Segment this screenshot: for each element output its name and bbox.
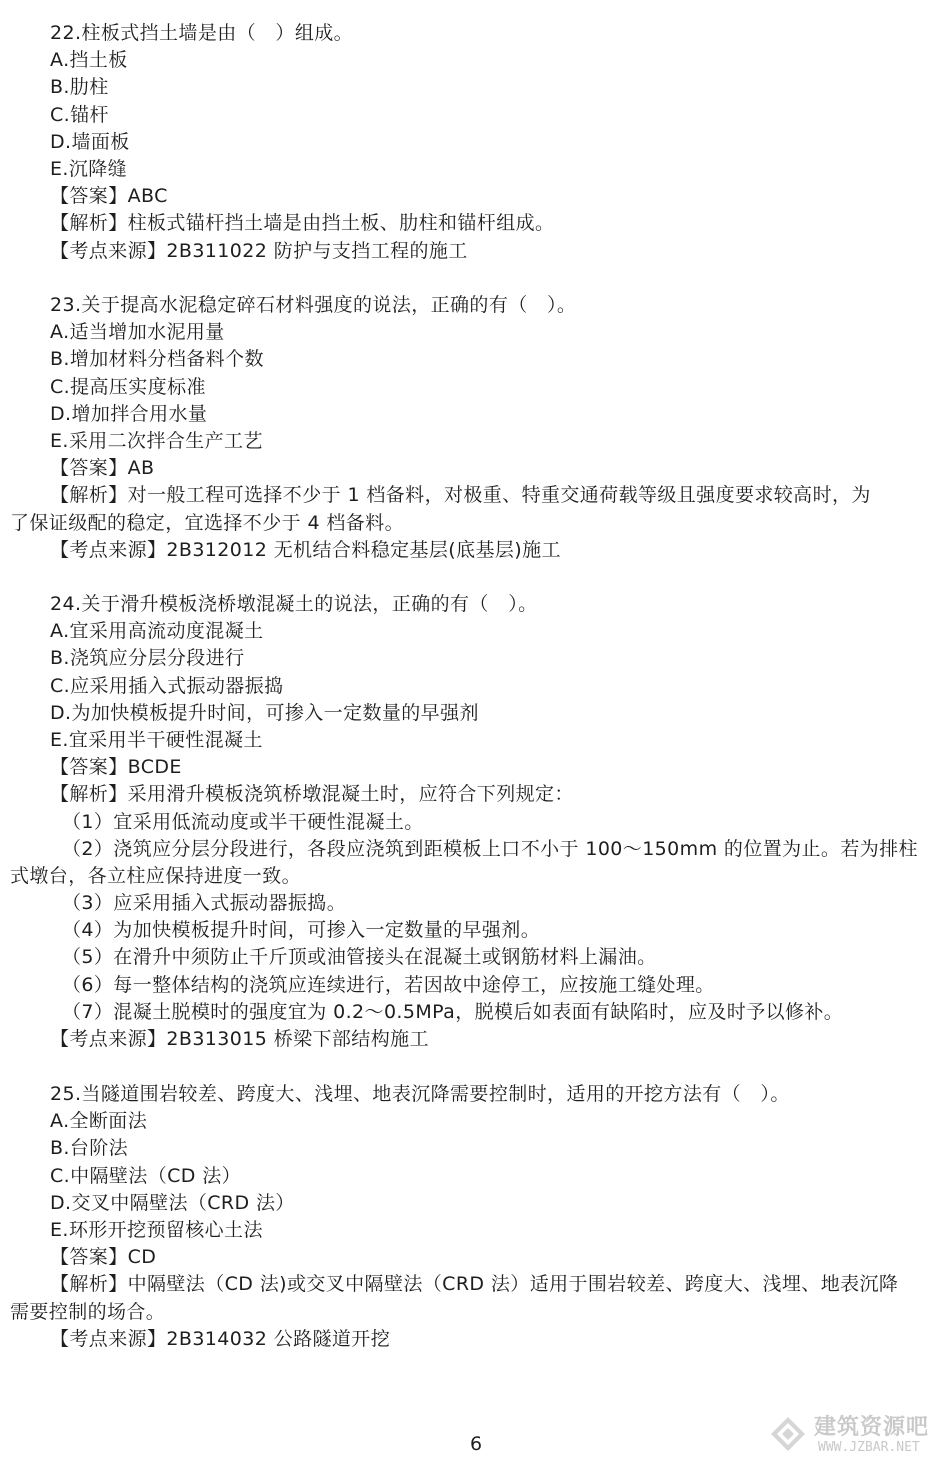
option-a: A.适当增加水泥用量 <box>50 321 225 344</box>
option-e: E.宜采用半干硬性混凝土 <box>50 728 263 751</box>
analysis-line: （6）每一整体结构的浇筑应连续进行，若因故中途停工，应按施工缝处理。 <box>62 973 715 996</box>
option-c: C.锚杆 <box>50 103 109 126</box>
analysis-line: （3）应采用插入式振动器振捣。 <box>62 892 347 915</box>
option-e: E.环形开挖预留核心土法 <box>50 1218 263 1241</box>
analysis-line: 需要控制的场合。 <box>10 1300 166 1323</box>
source: 【考点来源】2B314032 公路隧道开挖 <box>50 1327 391 1350</box>
option-d: D.交叉中隔壁法（CRD 法） <box>50 1191 295 1214</box>
question-stem: 23.关于提高水泥稳定碎石材料强度的说法，正确的有（ ）。 <box>50 294 577 316</box>
question-stem: 22.柱板式挡土墙是由（ ）组成。 <box>50 22 354 44</box>
answer: 【答案】BCDE <box>50 756 182 779</box>
analysis-line: （5）在滑升中须防止千斤顶或油管接头在混凝土或钢筋材料上漏油。 <box>62 946 657 969</box>
source: 【考点来源】2B311022 防护与支挡工程的施工 <box>50 239 468 262</box>
option-a: A.挡土板 <box>50 49 128 72</box>
option-e: E.采用二次拌合生产工艺 <box>50 429 263 452</box>
source: 【考点来源】2B313015 桥梁下部结构施工 <box>50 1028 429 1050</box>
option-b: B.台阶法 <box>50 1137 129 1160</box>
analysis-line: （7）混凝土脱模时的强度宜为 0.2～0.5MPa，脱模后如表面有缺陷时，应及时予以修补。 <box>62 1000 844 1023</box>
option-a: A.宜采用高流动度混凝土 <box>50 620 264 643</box>
question-24 <box>0 591 952 1053</box>
question-23 <box>0 292 952 564</box>
question-25 <box>0 1081 952 1353</box>
analysis-line: 【解析】中隔壁法（CD 法)或交叉中隔壁法（CRD 法）适用于围岩较差、跨度大、浅埋、地表沉降 <box>50 1273 899 1296</box>
analysis-line: 【解析】柱板式锚杆挡土墙是由挡土板、肋柱和锚杆组成。 <box>50 212 555 235</box>
option-c: C.应采用插入式振动器振捣 <box>50 674 284 697</box>
watermark-url: WWW.JZBAR.NET <box>818 1440 920 1455</box>
answer: 【答案】CD <box>50 1246 157 1269</box>
analysis-line: （2）浇筑应分层分段进行，各段应浇筑到距模板上口不小于 100～150mm 的位置为止。若为排柱 <box>62 837 918 860</box>
question-stem: 25.当隧道围岩较差、跨度大、浅埋、地表沉降需要控制时，适用的开挖方法有（ ）。 <box>50 1083 790 1105</box>
question-stem: 24.关于滑升模板浇桥墩混凝土的说法，正确的有（ ）。 <box>50 593 538 615</box>
option-d: D.墙面板 <box>50 130 130 153</box>
option-d: D.增加拌合用水量 <box>50 402 208 425</box>
option-c: C.中隔壁法（CD 法） <box>50 1164 242 1187</box>
watermark-logo <box>766 1406 946 1462</box>
answer: 【答案】ABC <box>50 185 168 208</box>
option-d: D.为加快模板提升时间，可掺入一定数量的早强剂 <box>50 701 479 724</box>
analysis-line: 了保证级配的稳定，宜选择不少于 4 档备料。 <box>10 511 404 534</box>
option-b: B.增加材料分档备料个数 <box>50 348 264 371</box>
option-b: B.肋柱 <box>50 76 109 99</box>
option-b: B.浇筑应分层分段进行 <box>50 647 245 670</box>
analysis-line: （1）宜采用低流动度或半干硬性混凝土。 <box>62 810 424 833</box>
option-a: A.全断面法 <box>50 1110 148 1133</box>
page-number: 6 <box>469 1433 483 1455</box>
analysis-line: 式墩台，各立柱应保持进度一致。 <box>10 864 302 887</box>
question-22 <box>0 20 952 265</box>
option-e: E.沉降缝 <box>50 157 128 180</box>
source: 【考点来源】2B312012 无机结合料稳定基层(底基层)施工 <box>50 538 561 561</box>
analysis-line: 【解析】对一般工程可选择不少于 1 档备料，对极重、特重交通荷载等级且强度要求较高时，为 <box>50 484 871 507</box>
option-c: C.提高压实度标准 <box>50 375 206 398</box>
analysis-line: 【解析】采用滑升模板浇筑桥墩混凝土时，应符合下列规定： <box>50 783 574 806</box>
diamond-logo-icon <box>770 1416 806 1452</box>
answer: 【答案】AB <box>50 457 155 480</box>
watermark-name: 建筑资源吧 <box>814 1415 930 1440</box>
analysis-line: （4）为加快模板提升时间，可掺入一定数量的早强剂。 <box>62 919 541 942</box>
